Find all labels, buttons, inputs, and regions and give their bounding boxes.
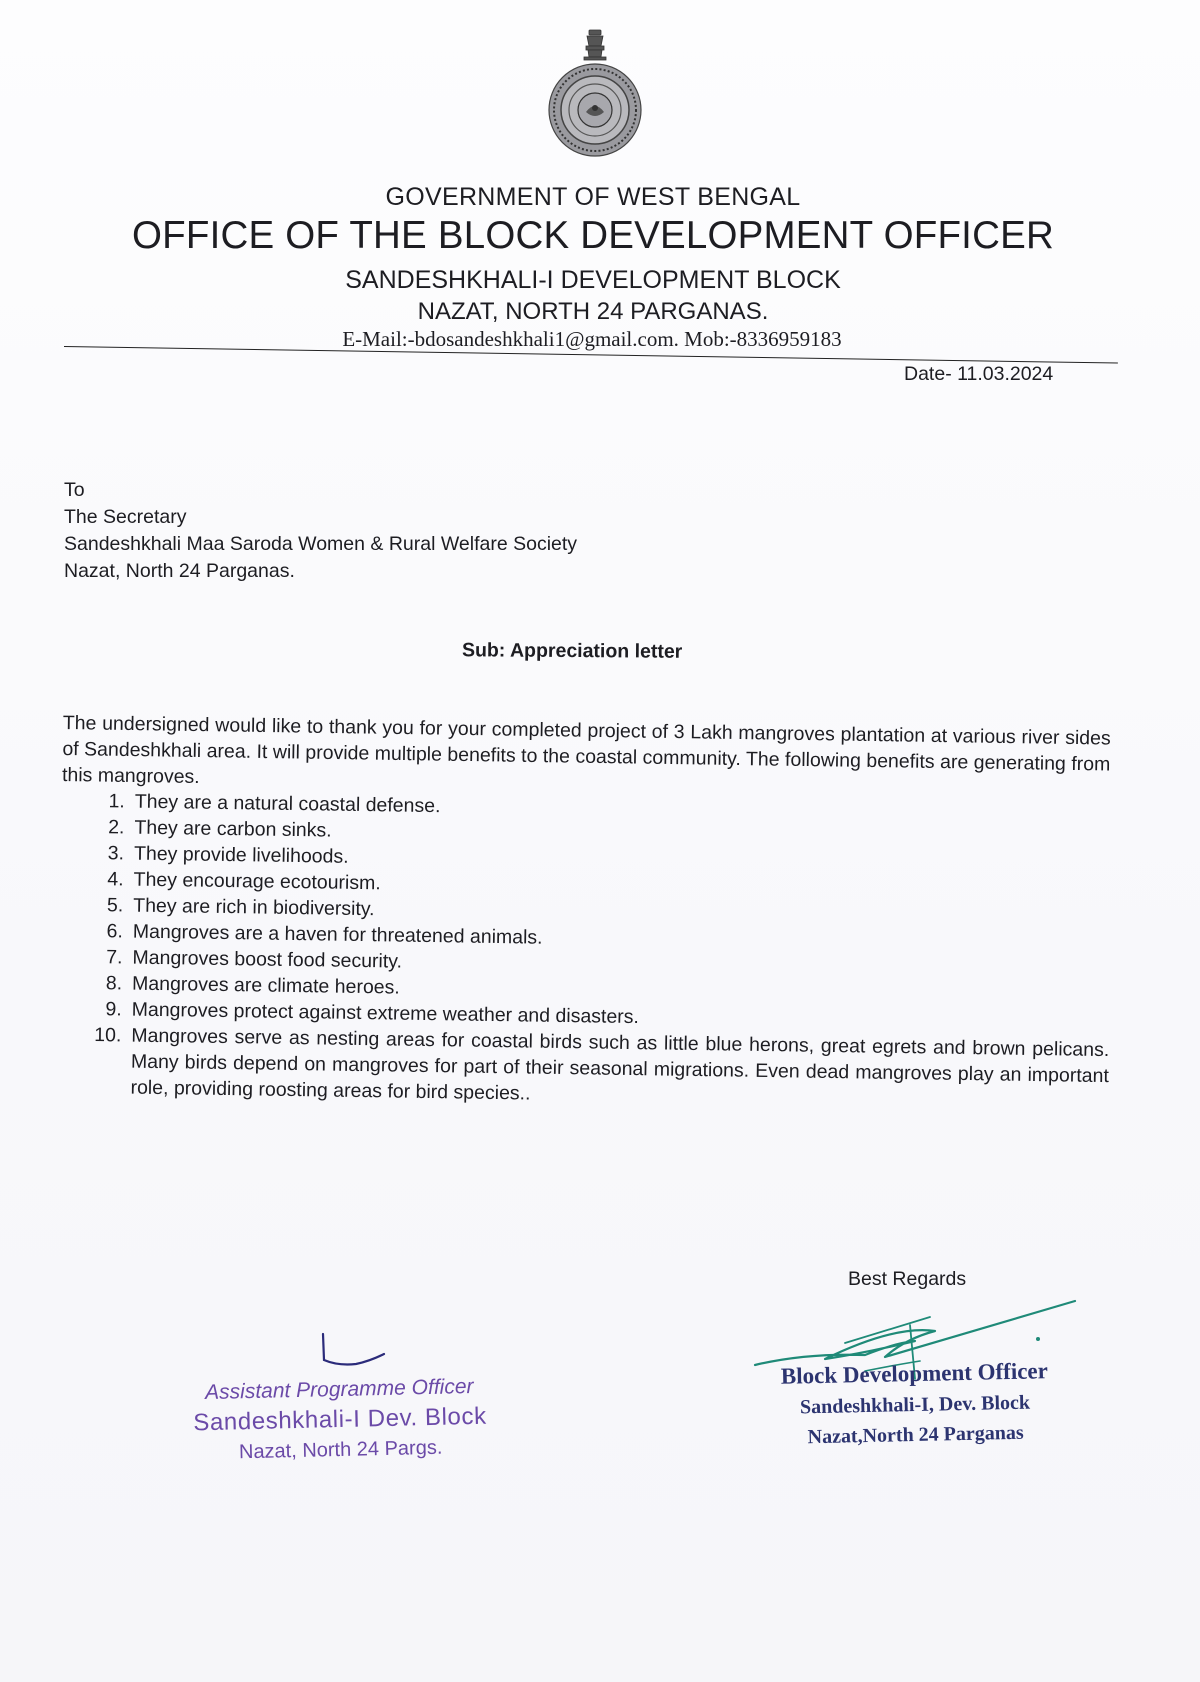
apo-stamp bbox=[149, 1371, 531, 1470]
list-number: 9. bbox=[105, 998, 122, 1021]
recipient-to: To bbox=[64, 479, 85, 501]
benefits-list bbox=[88, 788, 1113, 1115]
apo-stamp-title: Assistant Programme Officer bbox=[204, 1374, 474, 1405]
recipient-title: The Secretary bbox=[64, 506, 187, 528]
government-name: GOVERNMENT OF WEST BENGAL bbox=[385, 183, 801, 211]
list-text: They provide livelihoods. bbox=[133, 842, 349, 868]
list-text: Mangroves are a haven for threatened animals. bbox=[132, 920, 543, 949]
list-number: 8. bbox=[105, 972, 123, 995]
recipient-organization: Sandeshkhali Maa Saroda Women & Rural Welfare Society bbox=[64, 533, 578, 555]
bdo-stamp bbox=[749, 1355, 1081, 1454]
bdo-stamp-title: Block Development Officer bbox=[780, 1358, 1049, 1389]
block-name: SANDESHKHALI-I DEVELOPMENT BLOCK bbox=[345, 266, 841, 294]
letter-subject: Sub: Appreciation letter bbox=[461, 639, 683, 663]
list-text: They are rich in biodiversity. bbox=[133, 894, 375, 921]
list-number: 7. bbox=[106, 946, 123, 969]
list-text: Mangroves boost food security. bbox=[132, 946, 403, 973]
recipient-location: Nazat, North 24 Parganas. bbox=[64, 560, 295, 582]
apo-stamp-location: Nazat, North 24 Pargs. bbox=[238, 1436, 443, 1464]
letter-date: Date- 11.03.2024 bbox=[904, 363, 1054, 385]
office-title: OFFICE OF THE BLOCK DEVELOPMENT OFFICER bbox=[132, 214, 1054, 257]
bdo-stamp-location: Nazat,North 24 Parganas bbox=[807, 1421, 1024, 1449]
list-number: 2. bbox=[107, 816, 125, 839]
list-number: 1. bbox=[108, 790, 125, 813]
list-text: They are a natural coastal defense. bbox=[134, 790, 441, 818]
contact-line: E-Mail:-bdosandeshkhali1@gmail.com. Mob:-8336959183 bbox=[342, 327, 842, 351]
apo-stamp-block: Sandeshkhali-I Dev. Block bbox=[193, 1402, 487, 1437]
list-item bbox=[88, 1022, 1109, 1115]
list-number: 10. bbox=[94, 1024, 122, 1047]
closing-regards: Best Regards bbox=[848, 1268, 967, 1290]
recipient-address bbox=[64, 477, 577, 585]
bdo-stamp-block: Sandeshkhali-I, Dev. Block bbox=[799, 1391, 1031, 1419]
list-number: 5. bbox=[106, 894, 124, 917]
list-number: 4. bbox=[107, 868, 124, 891]
state-emblem-icon bbox=[540, 22, 650, 162]
list-text: Mangroves protect against extreme weather and disasters. bbox=[131, 998, 640, 1029]
letter-body: The undersigned would like to thank you for your completed project of 3 Lakh mangroves plantation at various river sides of Sandeshkhali area. It will provide multiple benefits to the coastal community. The following benefits are generating from this mangroves. bbox=[61, 711, 1111, 789]
office-location: NAZAT, NORTH 24 PARGANAS. bbox=[417, 298, 769, 325]
list-text: Mangroves serve as nesting areas for coastal birds such as little blue herons, great egrets and brown pelicans. Many birds depend on mangroves for part of their seasonal migrations. Even dead mangroves play an important role, providing roosting areas for bird species.. bbox=[130, 1024, 1110, 1105]
list-text: They are carbon sinks. bbox=[134, 816, 332, 842]
list-text: They encourage ecotourism. bbox=[133, 868, 381, 895]
signature-icon bbox=[318, 1330, 388, 1372]
list-number: 3. bbox=[107, 842, 125, 865]
list-text: Mangroves are climate heroes. bbox=[131, 972, 400, 999]
list-number: 6. bbox=[106, 920, 124, 943]
